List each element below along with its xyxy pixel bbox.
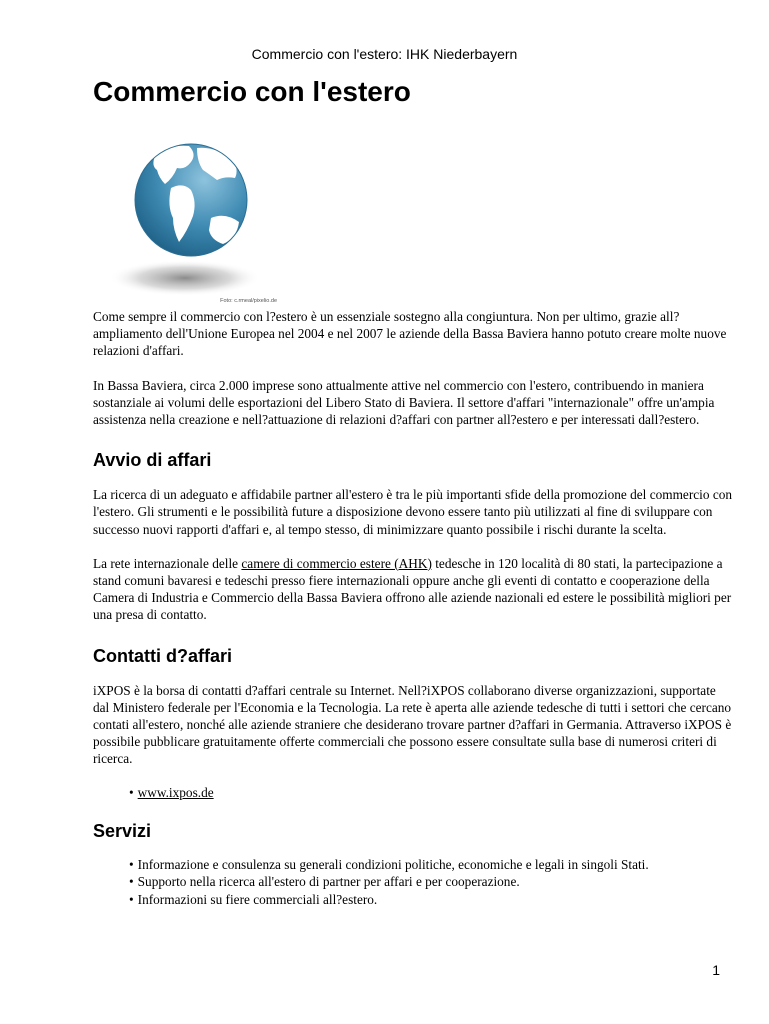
page-title: Commercio con l'estero <box>93 76 411 107</box>
globe-image <box>93 126 279 304</box>
ahk-link[interactable]: camere di commercio estere (AHK) <box>241 555 432 571</box>
ixpos-link[interactable]: www.ixpos.de <box>137 784 214 800</box>
photo-credit: Foto: c.rmeal/pixelio.de <box>220 298 277 304</box>
section-heading-servizi: Servizi <box>93 821 152 842</box>
intro-paragraph-2: In Bassa Baviera, circa 2.000 imprese sono attualmente attive nel commercio con l'estero, contribuendo in maniera sostanziale ai volumi delle esportazioni del Libero Stato di Baviera. Il settore d'affari "internazionale" offre un'ampia assistenza nella creazione e nell?attuazione di relazioni d?affari con partner all?estero e per interessati dall?estero. <box>93 377 715 428</box>
intro-paragraph-1: Come sempre il commercio con l?estero è un essenziale sostegno alla congiuntura. Non per ultimo, grazie all?ampliamento dell'Unione Europea nel 2004 e nel 2007 le aziende della Bassa Baviera hanno potuto creare molte nuove relazioni d'affari. <box>93 309 727 359</box>
avvio-text-before-link: La rete internazionale delle <box>93 555 242 571</box>
section-heading-avvio: Avvio di affari <box>93 450 212 471</box>
section-heading-contatti: Contatti d?affari <box>93 645 232 666</box>
running-header: Commercio con l'estero: IHK Niederbayern <box>251 46 518 62</box>
contatti-paragraph: iXPOS è la borsa di contatti d?affari centrale su Internet. Nell?iXPOS collaborano diverse organizzazioni, supportate dal Ministero federale per l'Economia e la Tecnologia. La rete è aperta alle aziende tedesche di tutti i settori che cercano contati all'estero, nonché alle aziende straniere che desiderano trovare partner d?affari in Germania. Attraverso iXPOS è possibile pubblicare gratuitamente offerte commerciali che possono essere consultate sulla base di numerosi criteri di ricerca. <box>93 682 732 767</box>
list-item: • Informazione e consulenza su generali condizioni politiche, economiche e legali in singoli Stati. <box>129 856 733 873</box>
article <box>93 72 733 908</box>
avvio-text-after-link: tedesche in 120 località di 80 stati, la partecipazione a stand comuni bavaresi e tedeschi presso fiere internazionali oppure anche gli eventi di contatto e cooperazione della Camera di Industria e Commercio della Bassa Baviera offrono alle aziende nazionali ed estere le possibilità migliori per una presa di contatto. <box>93 555 732 623</box>
globe-icon <box>93 126 279 304</box>
avvio-paragraph-2 <box>93 555 733 624</box>
list-item: • Supporto nella ricerca all'estero di partner per affari e per cooperazione. <box>129 873 733 890</box>
list-item <box>129 784 733 801</box>
page-number: 1 <box>712 962 720 978</box>
list-item: • Informazioni su fiere commerciali all?estero. <box>129 891 733 908</box>
contatti-link-list <box>93 784 733 801</box>
servizi-list <box>93 856 733 908</box>
avvio-paragraph-1: La ricerca di un adeguato e affidabile partner all'estero è tra le più importanti sfide della promozione del commercio con l'estero. Gli strumenti e le possibilità future a disposizione devono essere tanto più utilizzati al fine di sviluppare con successo nuovi rapporti d'affari e, al tempo stesso, di minimizzare quanto possibile i rischi durante la scelta. <box>93 487 733 537</box>
